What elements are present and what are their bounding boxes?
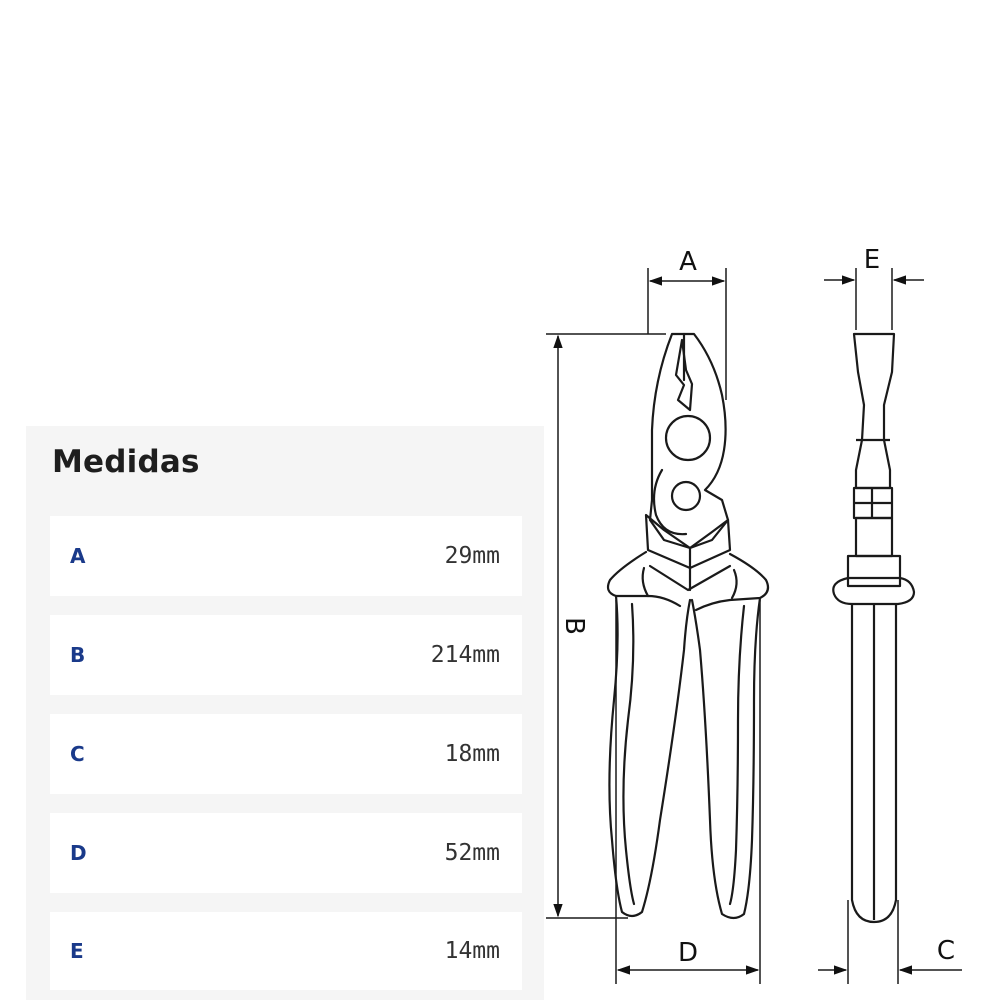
measurement-value: 29mm xyxy=(444,543,500,569)
measurement-label: E xyxy=(70,939,84,963)
measurement-label: D xyxy=(70,841,87,865)
dimension-label-b: B xyxy=(559,617,589,635)
dimension-label-d: D xyxy=(677,938,699,968)
measurement-value: 214mm xyxy=(430,642,500,668)
measurement-label: A xyxy=(70,544,86,568)
measurement-label: C xyxy=(70,742,85,766)
measurement-value: 18mm xyxy=(444,741,500,767)
panel-title: Medidas xyxy=(52,444,200,480)
pliers-front-view xyxy=(608,334,768,918)
measurement-label: B xyxy=(70,643,86,667)
pliers-side-view xyxy=(833,334,914,922)
measurement-value: 52mm xyxy=(444,840,500,866)
dimension-lines xyxy=(546,268,962,984)
dimension-label-e: E xyxy=(863,245,881,275)
measurement-value: 14mm xyxy=(444,938,500,964)
dimension-label-c: C xyxy=(936,936,956,966)
dimension-label-a: A xyxy=(679,247,697,277)
